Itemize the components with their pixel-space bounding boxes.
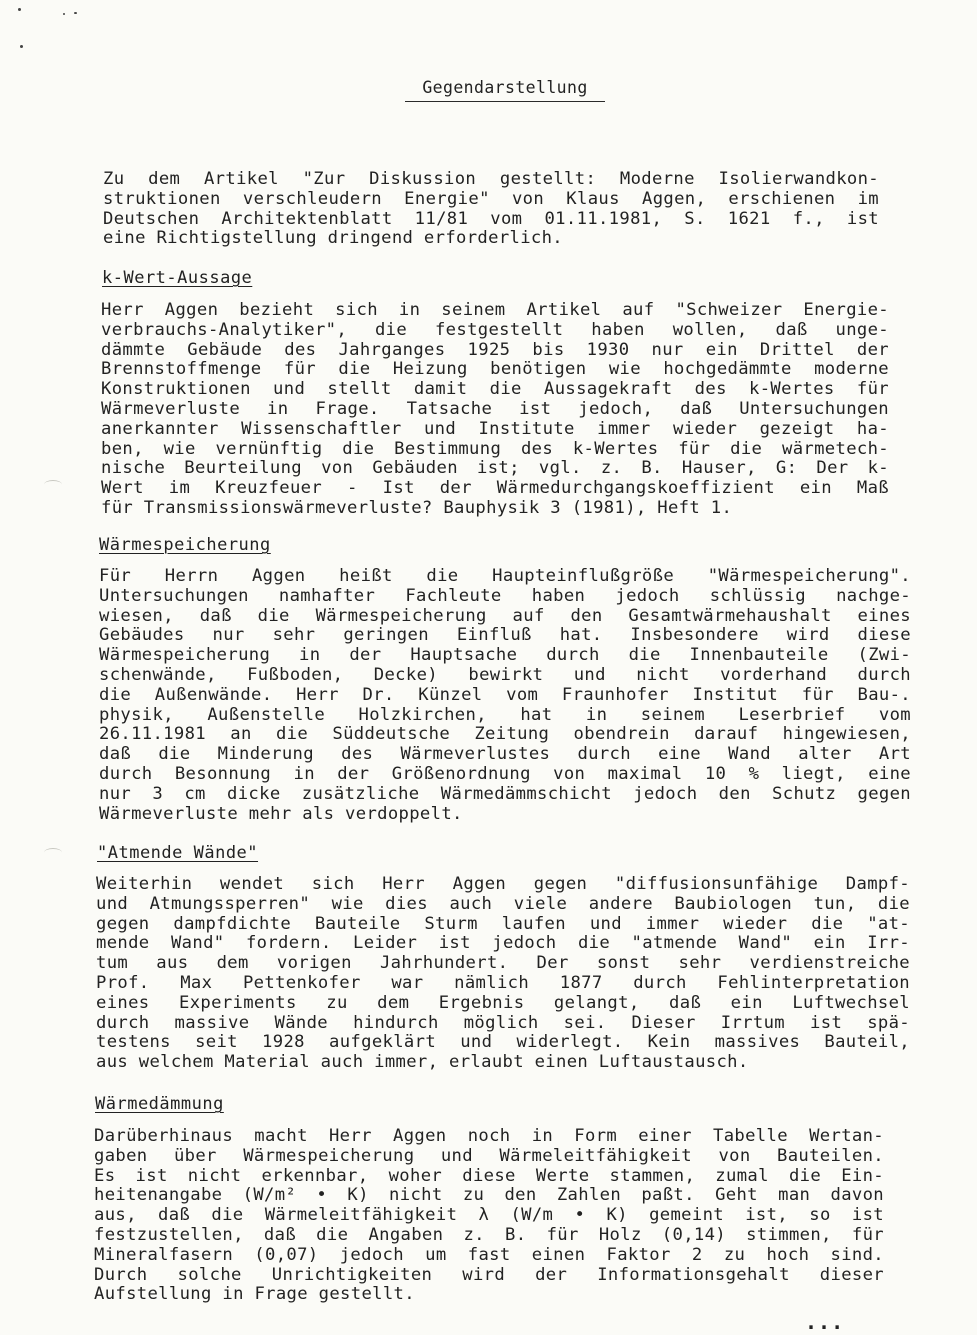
section-heading-waermedaemmung: Wärmedämmung [95,1094,224,1114]
scan-mark [44,480,62,489]
text-line: wiesen, daß die Wärmespeicherung auf den Gesamtwärmehaushalt eines [99,605,911,626]
text-line: Es ist nicht erkennbar, woher diese Werte stammen, zumal die Ein- [94,1165,884,1186]
text-line: anerkannter Wissenschaftler und Institute immer wieder gezeigt ha- [101,418,889,439]
section-heading-k-wert: k-Wert-Aussage [102,268,253,288]
text-line: festzustellen, daß die Angaben z. B. für Holz (0,14) stimmen, für [94,1224,884,1245]
scan-mark [44,848,62,857]
text-line: Wärmeverluste in Frage. Tatsache ist jedoch, daß Untersuchungen [101,398,889,419]
text-line: aus, daß die Wärmeleitfähigkeit λ (W/m • K) gemeint ist, so ist [94,1205,884,1226]
text-line: Weiterhin wendet sich Herr Aggen gegen "diffusionsunfähige Dampf- [96,874,910,894]
section-heading-waermespeicherung: Wärmespeicherung [99,535,271,555]
text-line: Brennstoffmenge für die Heizung benötigen wie hochgedämmte moderne [101,359,889,380]
text-line: Untersuchungen namhafter Fachleute haben jedoch schlüssig nachge- [99,585,911,606]
text-line: und Atmungssperren" wie dies auch viele andere Baubiologen tun, die [96,893,910,914]
text-line: gegen dampfdichte Bauteile Sturm laufen und immer wieder die "at- [96,913,910,934]
text-line: Herr Aggen bezieht sich in seinem Artikel auf "Schweizer Energie- [101,300,889,320]
text-line: daß die Minderung des Wärmeverlustes durch eine Wand alter Art [99,744,911,765]
text-line: Durch solche Unrichtigkeiten wird der Informationsgehalt dieser [94,1264,884,1285]
text-line: Deutschen Architektenblatt 11/81 vom 01.11.1981, S. 1621 f., ist [103,208,879,229]
text-line: eine Richtigstellung dringend erforderlich. [103,228,564,249]
text-line: Darüberhinaus macht Herr Aggen noch in Form einer Tabelle Wertan- [94,1126,884,1146]
section-paragraph-waermedaemmung [94,1127,884,1305]
section-paragraph-atmende-waende [96,875,910,1073]
text-line: Wärmeverluste mehr als verdoppelt. [99,803,463,824]
text-line: heitenangabe (W/m² • K) nicht zu den Zahlen paßt. Geht man davon [94,1185,884,1206]
text-line: verbrauchs-Analytiker", die festgestellt haben wollen, daß unge- [101,319,889,340]
text-line: Konstruktionen und stellt damit die Aussagekraft des k-Wertes für [101,379,889,400]
intro-paragraph [103,170,879,249]
text-line: Wert im Kreuzfeuer - Ist der Wärmedurchgangskoeffizient ein Maß [101,478,889,499]
scan-speck [18,8,21,11]
continuation-marker: ... [805,1310,845,1334]
text-line: schenwände, Fußboden, Decke) bewirkt und nicht vorderhand durch [99,664,911,685]
text-line: Prof. Max Pettenkofer war nämlich 1877 durch Fehlinterpretation [96,972,910,993]
text-line: testens seit 1928 aufgeklärt und widerlegt. Kein massives Bauteil, [96,1032,910,1053]
scan-speck [74,12,77,14]
text-line: Zu dem Artikel "Zur Diskussion gestellt: Moderne Isolierwandkon- [103,169,879,189]
text-line: nur 3 cm dicke zusätzliche Wärmedämmschicht jedoch den Schutz gegen [99,783,911,804]
text-line: eines Experiments zu dem Ergebnis gelangt, daß ein Luftwechsel [96,992,910,1013]
text-line: durch Besonnung in der Größenordnung von maximal 10 % liegt, eine [99,763,911,784]
scan-speck [20,45,23,48]
text-line: physik, Außenstelle Holzkirchen, hat in seinem Leserbrief vom [99,704,911,725]
document-title: Gegendarstellung [405,78,605,102]
text-line: die Außenwände. Herr Dr. Künzel vom Fraunhofer Institut für Bau-. [99,684,911,705]
text-line: dämmte Gebäude des Jahrganges 1925 bis 1930 nur ein Drittel der [101,339,889,360]
text-line: durch massive Wände hindurch möglich sei. Dieser Irrtum ist spä- [96,1012,910,1033]
text-line: ben, wie vernünftig die Bestimmung des k-Wertes für die wärmetech- [101,438,889,459]
text-line: 26.11.1981 an die Süddeutsche Zeitung obendrein darauf hingewiesen, [99,724,911,745]
text-line: Aufstellung in Frage gestellt. [94,1284,415,1305]
text-line: struktionen verschleudern Energie" von Klaus Aggen, erschienen im [103,188,879,209]
section-heading-atmende-waende: "Atmende Wände" [97,843,259,863]
section-paragraph-waermespeicherung [99,567,911,824]
text-line: für Transmissionswärmeverluste? Bauphysik 3 (1981), Heft 1. [101,497,733,518]
text-line: gaben über Wärmespeicherung und Wärmeleitfähigkeit von Bauteilen. [94,1145,884,1166]
text-line: Mineralfasern (0,07) jedoch um fast einen Faktor 2 zu hoch sind. [94,1244,884,1265]
text-line: Gebäudes nur sehr geringen Einfluß hat. Insbesondere wird diese [99,625,911,646]
section-paragraph-k-wert [101,301,889,519]
text-line: Für Herrn Aggen heißt die Haupteinflußgröße "Wärmespeicherung". [99,566,911,586]
text-line: aus welchem Material auch immer, erlaubt einen Luftaustausch. [96,1052,749,1073]
text-line: Wärmespeicherung in der Hauptsache durch die Innenbauteile (Zwi- [99,645,911,666]
text-line: tum aus dem vorigen Jahrhundert. Der sonst sehr verdienstreiche [96,953,910,974]
scan-speck [63,13,65,15]
text-line: mende Wand" fordern. Leider ist jedoch die "atmende Wand" ein Irr- [96,933,910,954]
text-line: nische Beurteilung von Gebäuden ist; vgl. z. B. Hauser, G: Der k- [101,458,889,479]
